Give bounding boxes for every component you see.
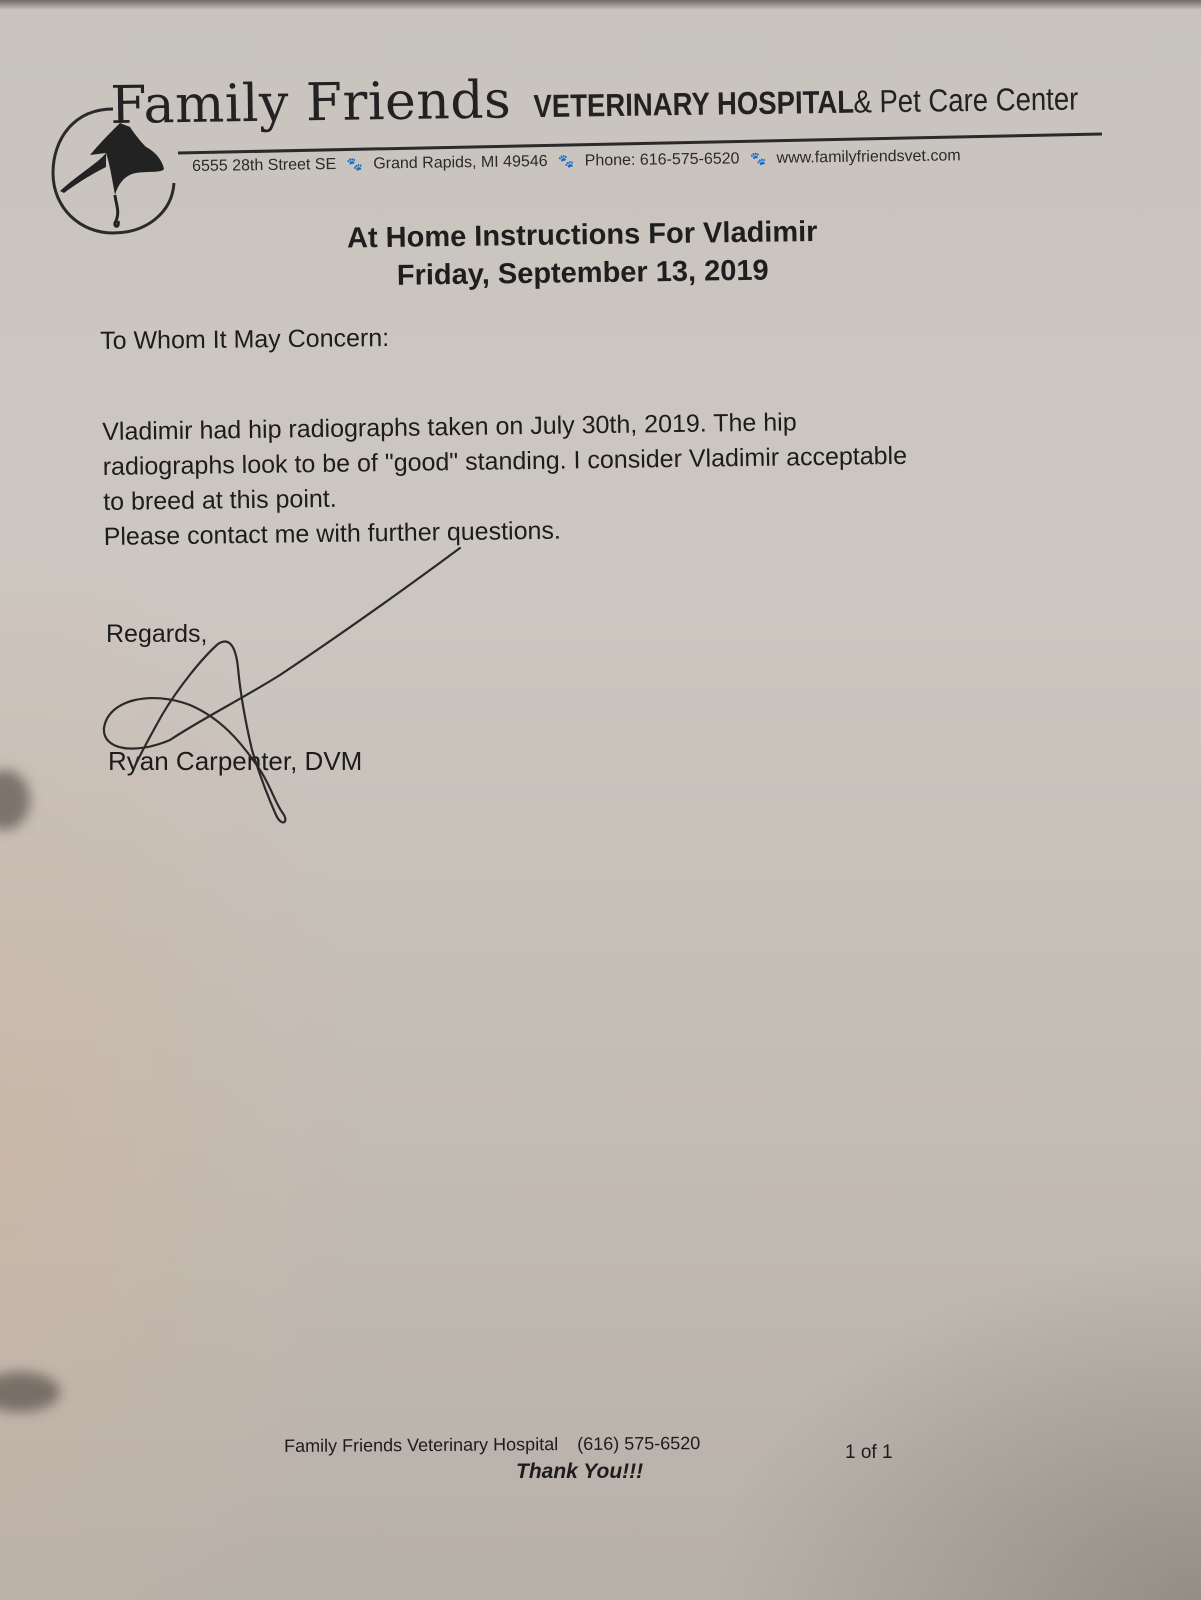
- letterhead-name: [110, 62, 1115, 136]
- footer-phone: (616) 575-6520: [577, 1433, 701, 1454]
- paw-print-icon: 🐾: [749, 150, 767, 167]
- footer-line: [284, 1433, 700, 1457]
- footer-thanks: Thank You!!!: [516, 1460, 644, 1483]
- closing: Regards,: [106, 620, 208, 648]
- document-title: [312, 212, 853, 296]
- letterhead-name-bold: VETERINARY HOSPITAL: [533, 83, 855, 125]
- title-line-2: Friday, September 13, 2019: [396, 254, 769, 292]
- title-line-1: At Home Instructions For Vladimir: [346, 215, 818, 255]
- greeting: To Whom It May Concern:: [100, 323, 390, 355]
- handwritten-signature: [90, 540, 470, 830]
- body-line-2: radiographs look to be of "good" standing. I consider Vladimir acceptable: [102, 441, 908, 481]
- page-top-shadow: [0, 0, 1201, 10]
- body-line-4: Please contact me with further questions.: [103, 516, 562, 551]
- city: Grand Rapids, MI 49546: [373, 153, 548, 173]
- body-line-1: Vladimir had hip radiographs taken on July 30th, 2019. The hip: [102, 408, 797, 446]
- address: 6555 28th Street SE: [192, 155, 337, 175]
- page-number: 1 of 1: [845, 1442, 893, 1463]
- paw-print-icon: 🐾: [557, 153, 575, 169]
- left-edge-smudge: [0, 770, 30, 830]
- left-edge-smudge-lower: [0, 1372, 60, 1412]
- letterhead-name-script: Family Friends: [110, 70, 512, 136]
- letter-body: [102, 404, 908, 555]
- body-line-3: to breed at this point.: [103, 484, 337, 516]
- footer-clinic: Family Friends Veterinary Hospital: [284, 1434, 559, 1456]
- letterhead-name-light: & Pet Care Center: [852, 80, 1079, 120]
- paw-print-icon: 🐾: [346, 156, 363, 172]
- signer-name: Ryan Carpenter, DVM: [108, 746, 363, 776]
- phone: Phone: 616-575-6520: [584, 150, 740, 170]
- website: www.familyfriendsvet.com: [776, 147, 961, 167]
